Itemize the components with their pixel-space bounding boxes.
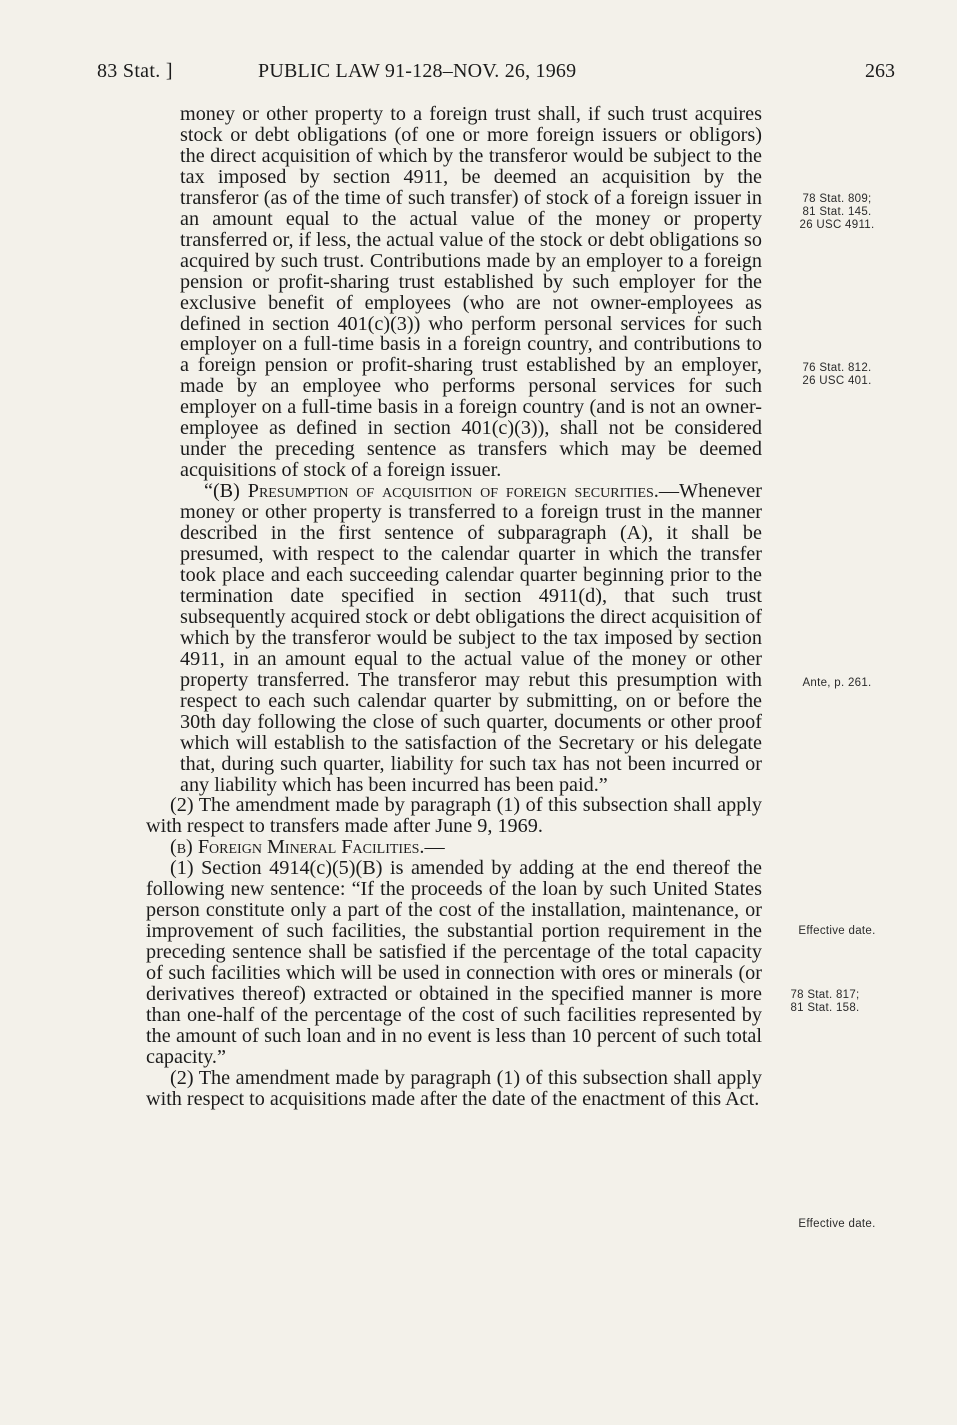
margin-note-line: 26 USC 401.: [802, 375, 872, 387]
margin-note-line: 78 Stat. 817;: [790, 989, 860, 1001]
volume-reference: 83 Stat. ]: [97, 60, 173, 82]
page-number: 263: [865, 60, 895, 82]
paragraph-presumption: [180, 481, 762, 795]
margin-note-citation: [760, 989, 890, 1015]
page-title: PUBLIC LAW 91-128–NOV. 26, 1969: [258, 60, 577, 82]
margin-note-line: 26 USC 4911.: [799, 219, 875, 231]
margin-note-line: 81 Stat. 145.: [802, 206, 872, 218]
margin-note-line: Effective date.: [798, 925, 876, 937]
margin-note-citation: [772, 362, 902, 388]
presumption-heading: “(B) Presumption of acquisition of foreign securities.: [204, 480, 659, 503]
margin-note-effective-date: [772, 1218, 902, 1231]
body-text: [146, 104, 762, 1110]
presumption-text: —Whenever money or other property is transferred to a foreign trust in the manner described in the first sentence of subparagraph (A), it shall be presumed, with respect to the calendar quarter in which the transfer took place and each succeeding calendar quarter beginning prior to the termination date specified in section 4911(d), that such trust subsequently acquired stock or debt obligations the direct acquisition of which by the transferor would be subject to the tax imposed by section 4911, in an amount equal to the actual value of the money or other property transferred. The transferor may rebut this presumption with respect to each such calendar quarter by submitting, on or before the 30th day following the close of such quarter, documents or other proof which will establish to the satisfaction of the Secretary or his delegate that, during such quarter, liability for such tax has not been incurred or any liability which has been incurred has been paid.”: [180, 480, 762, 796]
margin-note-line: Ante, p. 261.: [802, 677, 872, 689]
margin-note-line: 76 Stat. 812.: [802, 362, 872, 374]
subparagraph-block: [146, 104, 762, 795]
margin-note-effective-date: [772, 925, 902, 938]
paragraph-effective-transfers: (2) The amendment made by paragraph (1) of this subsection shall apply with respect to transfers made after June 9, 1969.: [146, 794, 762, 838]
subsection-heading-mineral: (b) Foreign Mineral Facilities.—: [170, 836, 445, 859]
paragraph-mineral-amendment: (1) Section 4914(c)(5)(B) is amended by adding at the end thereof the following new sentence: “If the proceeds of the loan by such United States person constitute only a part of the cost of the installation, maintenance, or improvement of such facilities, the substantial portion requirement in the preceding sentence shall be satisfied if the percentage of the total capacity of such facilities which will be used in connection with ores or minerals (or derivatives thereof) extracted or obtained in the specified manner is more than one-half of the percentage of the cost of such facilities represented by the amount of such loan and in no event is less than 10 percent of such total capacity.”: [146, 857, 762, 1068]
paragraph-effective-acquisitions: (2) The amendment made by paragraph (1) of this subsection shall apply with respect to acquisitions made after the date of the enactment of this Act.: [146, 1066, 762, 1110]
margin-note-line: 81 Stat. 158.: [790, 1002, 860, 1014]
margin-note-ante: [772, 677, 902, 690]
margin-note-citation: [772, 193, 902, 232]
paragraph-transfer-rule: money or other property to a foreign trust shall, if such trust acquires stock or debt obligations (of one or more foreign issuers or obligors) the direct acquisition of which by the transferor would be subject to the tax imposed by section 4911, be deemed an acquisition by the transferor (as of the time of such transfer) of stock of a foreign issuer in an amount equal to the actual value of the money or property transferred or, if less, the actual value of the stock or debt obligations so acquired by such trust. Contributions made by an employer to a foreign pension or profit-sharing trust established by such employer for the exclusive benefit of employees (who are not owner-employees as defined in section 401(c)(3)) who perform personal services for such employer on a full-time basis in a foreign country, and contributions to a foreign pension or profit-sharing trust established by an employer, made by an employee who performs personal services for such employer on a full-time basis in a foreign country (and is not an owner-employee as defined in section 401(c)(3)), shall not be considered under the preceding sentence as transfers which may be deemed acquisitions of stock of a foreign issuer.: [180, 103, 762, 482]
margin-note-line: 78 Stat. 809;: [802, 193, 872, 205]
margin-note-line: Effective date.: [798, 1218, 876, 1230]
